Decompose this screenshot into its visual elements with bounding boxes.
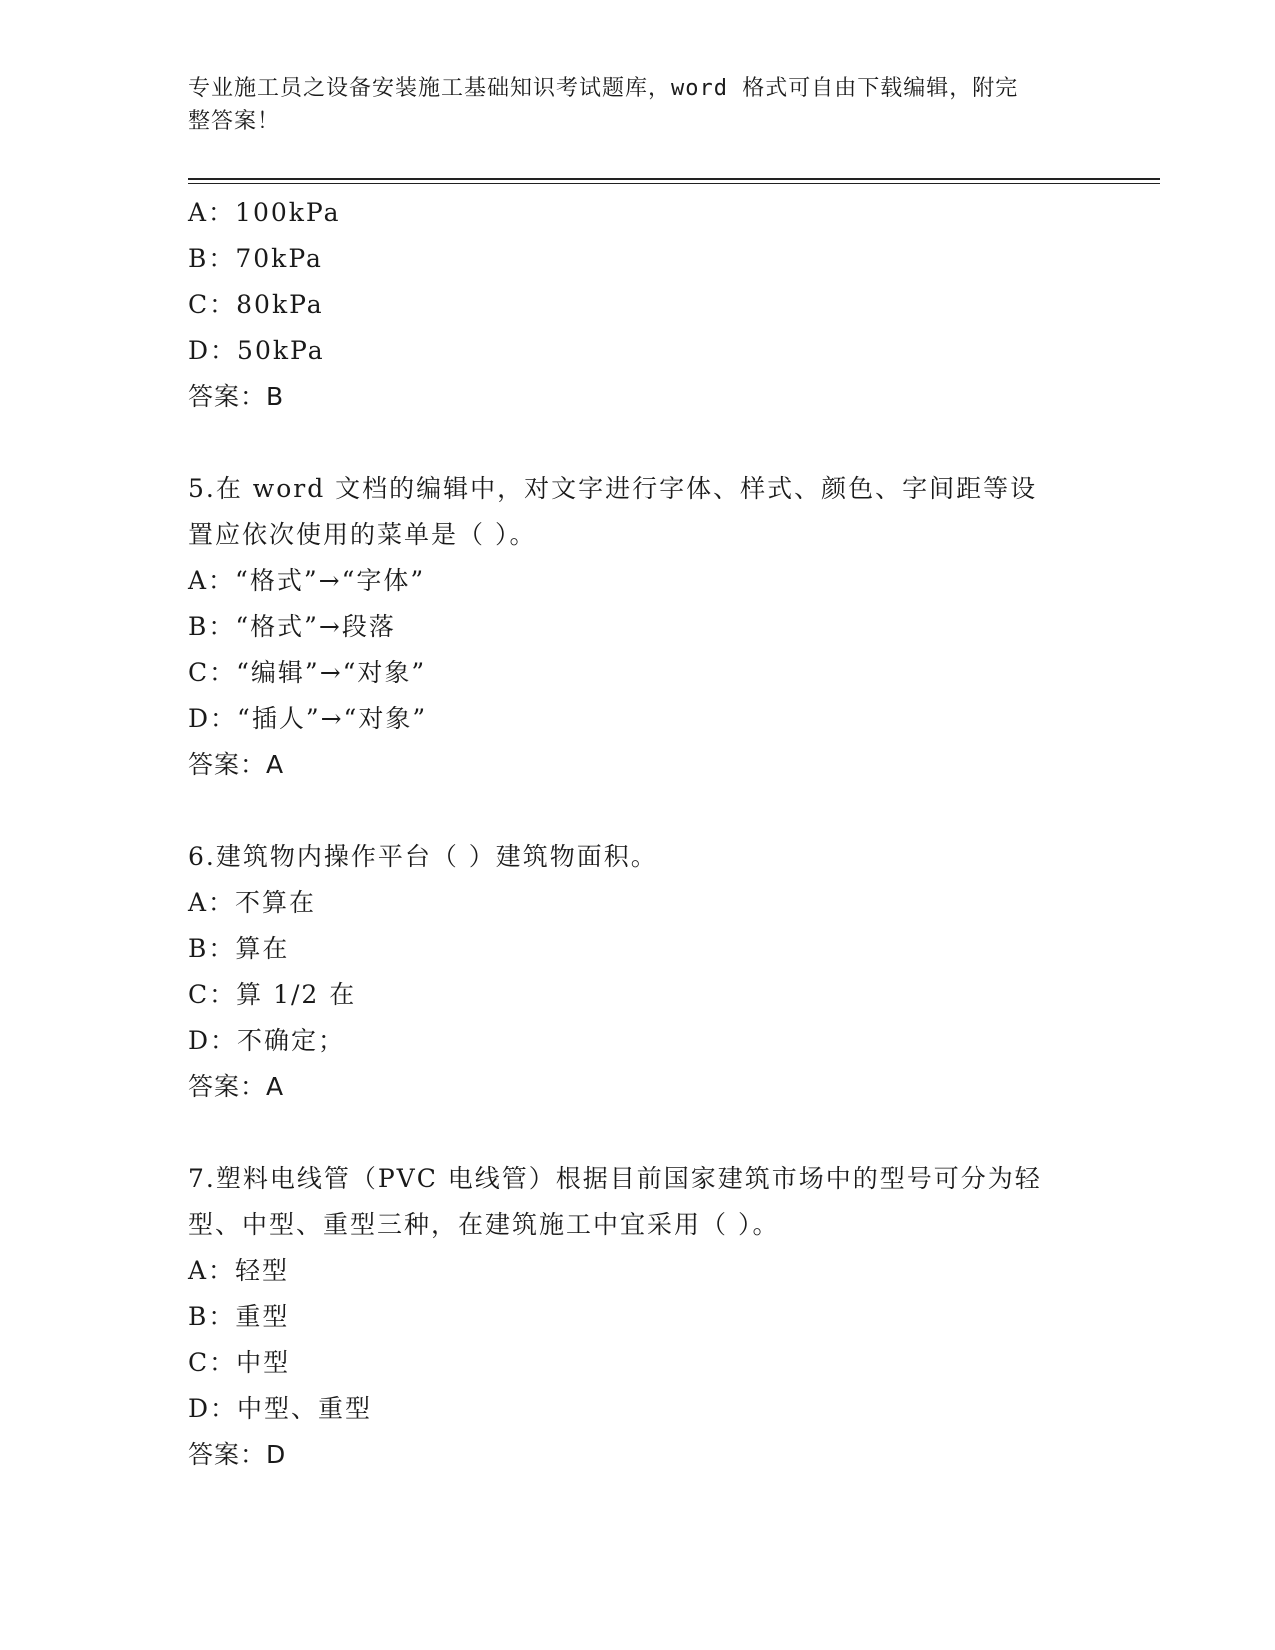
option-d: D：中型、重型 xyxy=(188,1394,373,1423)
option-b: B：重型 xyxy=(188,1302,290,1331)
answer: 答案：D xyxy=(188,1440,287,1469)
option-d: D：不确定； xyxy=(188,1026,346,1055)
question-list xyxy=(188,190,1088,1478)
option-b: B：“格式”→段落 xyxy=(188,612,396,641)
option-c: C：中型 xyxy=(188,1348,291,1377)
question-stem: 5.在 word 文档的编辑中，对文字进行字体、样式、颜色、字间距等设 xyxy=(188,474,1038,503)
answer: 答案：B xyxy=(188,382,285,411)
option-b: B：70kPa xyxy=(188,244,323,273)
header-divider-thick xyxy=(188,178,1160,180)
question-5 xyxy=(188,466,1088,788)
option-d: D：50kPa xyxy=(188,336,325,365)
question-stem-continued: 型、中型、重型三种，在建筑施工中宜采用（ ）。 xyxy=(188,1210,780,1239)
option-a: A：轻型 xyxy=(188,1256,290,1285)
question-7 xyxy=(188,1156,1088,1478)
option-d: D：“插人”→“对象” xyxy=(188,704,428,733)
answer: 答案：A xyxy=(188,750,285,779)
option-c: C：“编辑”→“对象” xyxy=(188,658,427,687)
question-stem-continued: 置应依次使用的菜单是（ ）。 xyxy=(188,520,537,549)
option-c: C：算 1/2 在 xyxy=(188,980,357,1009)
question-stem: 7.塑料电线管（PVC 电线管）根据目前国家建筑市场中的型号可分为轻 xyxy=(188,1164,1042,1193)
question-stem: 6.建筑物内操作平台（ ）建筑物面积。 xyxy=(188,842,658,871)
document-header xyxy=(188,72,1068,138)
header-line-1: 专业施工员之设备安装施工基础知识考试题库，word 格式可自由下载编辑，附完 xyxy=(188,76,1019,101)
option-a: A：“格式”→“字体” xyxy=(188,566,426,595)
question-4 xyxy=(188,190,1088,420)
answer: 答案：A xyxy=(188,1072,285,1101)
option-b: B：算在 xyxy=(188,934,290,963)
header-line-2: 整答案！ xyxy=(188,109,281,134)
option-a: A：100kPa xyxy=(188,198,341,227)
question-6 xyxy=(188,834,1088,1110)
option-c: C：80kPa xyxy=(188,290,324,319)
header-divider-thin xyxy=(188,183,1160,184)
option-a: A：不算在 xyxy=(188,888,317,917)
